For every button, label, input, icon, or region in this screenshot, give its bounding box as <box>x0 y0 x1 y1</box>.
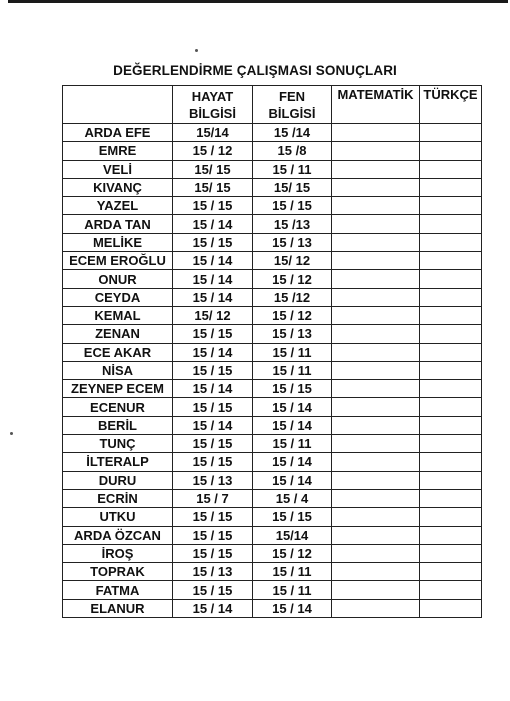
hayat-score-cell: 15/ 15 <box>173 178 253 196</box>
student-name-cell: ECENUR <box>63 398 173 416</box>
table-row <box>63 380 482 398</box>
hayat-score-cell: 15 / 14 <box>173 270 253 288</box>
student-name-cell: DURU <box>63 471 173 489</box>
fen-score-cell: 15/ 12 <box>253 252 332 270</box>
hayat-score-cell: 15 / 15 <box>173 325 253 343</box>
turkce-score-cell <box>420 361 482 379</box>
hayat-score-cell: 15 / 12 <box>173 142 253 160</box>
student-name-cell: ECEM EROĞLU <box>63 252 173 270</box>
turkce-score-cell <box>420 489 482 507</box>
turkce-score-cell <box>420 325 482 343</box>
hayat-score-cell: 15 / 15 <box>173 197 253 215</box>
table-row <box>63 343 482 361</box>
matematik-score-cell <box>332 398 420 416</box>
hayat-score-cell: 15 / 15 <box>173 233 253 251</box>
turkce-score-cell <box>420 380 482 398</box>
matematik-score-cell <box>332 160 420 178</box>
matematik-score-cell <box>332 124 420 142</box>
student-name-cell: KEMAL <box>63 306 173 324</box>
student-name-cell: TUNÇ <box>63 435 173 453</box>
hayat-score-cell: 15 / 15 <box>173 361 253 379</box>
fen-score-cell: 15 /8 <box>253 142 332 160</box>
matematik-score-cell <box>332 526 420 544</box>
student-name-cell: BERİL <box>63 416 173 434</box>
fen-score-cell: 15 / 15 <box>253 197 332 215</box>
table-row <box>63 453 482 471</box>
table-row <box>63 416 482 434</box>
student-name-cell: EMRE <box>63 142 173 160</box>
matematik-score-cell <box>332 215 420 233</box>
hayat-score-cell: 15 / 14 <box>173 252 253 270</box>
turkce-score-cell <box>420 526 482 544</box>
scan-top-edge <box>8 0 508 3</box>
table-row <box>63 435 482 453</box>
turkce-score-cell <box>420 508 482 526</box>
turkce-score-cell <box>420 435 482 453</box>
fen-score-cell: 15 / 11 <box>253 160 332 178</box>
student-name-cell: ZEYNEP ECEM <box>63 380 173 398</box>
header-turkce: TÜRKÇE <box>420 86 482 124</box>
student-name-cell: UTKU <box>63 508 173 526</box>
table-row <box>63 398 482 416</box>
turkce-score-cell <box>420 581 482 599</box>
matematik-score-cell <box>332 508 420 526</box>
matematik-score-cell <box>332 361 420 379</box>
table-row <box>63 599 482 617</box>
fen-score-cell: 15 / 14 <box>253 471 332 489</box>
turkce-score-cell <box>420 270 482 288</box>
turkce-score-cell <box>420 306 482 324</box>
scan-speck <box>195 49 198 52</box>
hayat-score-cell: 15 / 14 <box>173 343 253 361</box>
hayat-score-cell: 15 / 15 <box>173 398 253 416</box>
table-row <box>63 288 482 306</box>
matematik-score-cell <box>332 142 420 160</box>
results-table <box>62 85 482 618</box>
hayat-score-cell: 15 / 15 <box>173 526 253 544</box>
turkce-score-cell <box>420 416 482 434</box>
fen-score-cell: 15 / 12 <box>253 306 332 324</box>
matematik-score-cell <box>332 489 420 507</box>
matematik-score-cell <box>332 544 420 562</box>
fen-score-cell: 15 / 4 <box>253 489 332 507</box>
matematik-score-cell <box>332 288 420 306</box>
fen-score-cell: 15 / 14 <box>253 398 332 416</box>
table-row <box>63 306 482 324</box>
student-name-cell: ELANUR <box>63 599 173 617</box>
matematik-score-cell <box>332 252 420 270</box>
hayat-score-cell: 15/14 <box>173 124 253 142</box>
table-row <box>63 197 482 215</box>
turkce-score-cell <box>420 215 482 233</box>
table-row <box>63 325 482 343</box>
turkce-score-cell <box>420 252 482 270</box>
matematik-score-cell <box>332 325 420 343</box>
student-name-cell: KIVANÇ <box>63 178 173 196</box>
fen-score-cell: 15 / 11 <box>253 581 332 599</box>
header-fen-line1: FEN <box>279 88 305 104</box>
table-header-row <box>63 86 482 124</box>
turkce-score-cell <box>420 544 482 562</box>
hayat-score-cell: 15 / 14 <box>173 288 253 306</box>
student-name-cell: İLTERALP <box>63 453 173 471</box>
student-name-cell: TOPRAK <box>63 563 173 581</box>
turkce-score-cell <box>420 599 482 617</box>
student-name-cell: FATMA <box>63 581 173 599</box>
matematik-score-cell <box>332 306 420 324</box>
student-name-cell: ECE AKAR <box>63 343 173 361</box>
student-name-cell: ZENAN <box>63 325 173 343</box>
fen-score-cell: 15 / 15 <box>253 508 332 526</box>
fen-score-cell: 15/14 <box>253 526 332 544</box>
hayat-score-cell: 15 / 14 <box>173 416 253 434</box>
matematik-score-cell <box>332 435 420 453</box>
header-matematik: MATEMATİK <box>332 86 420 124</box>
table-row <box>63 215 482 233</box>
matematik-score-cell <box>332 599 420 617</box>
turkce-score-cell <box>420 142 482 160</box>
matematik-score-cell <box>332 581 420 599</box>
student-name-cell: ARDA TAN <box>63 215 173 233</box>
student-name-cell: VELİ <box>63 160 173 178</box>
student-name-cell: ECRİN <box>63 489 173 507</box>
hayat-score-cell: 15 / 14 <box>173 215 253 233</box>
fen-score-cell: 15 / 11 <box>253 563 332 581</box>
table-row <box>63 178 482 196</box>
matematik-score-cell <box>332 453 420 471</box>
fen-score-cell: 15 / 11 <box>253 343 332 361</box>
student-name-cell: ONUR <box>63 270 173 288</box>
hayat-score-cell: 15 / 15 <box>173 544 253 562</box>
hayat-score-cell: 15 / 13 <box>173 471 253 489</box>
matematik-score-cell <box>332 233 420 251</box>
table-row <box>63 160 482 178</box>
turkce-score-cell <box>420 160 482 178</box>
student-name-cell: NİSA <box>63 361 173 379</box>
turkce-score-cell <box>420 124 482 142</box>
fen-score-cell: 15 / 13 <box>253 233 332 251</box>
matematik-score-cell <box>332 471 420 489</box>
fen-score-cell: 15 / 15 <box>253 380 332 398</box>
fen-score-cell: 15 / 12 <box>253 544 332 562</box>
matematik-score-cell <box>332 270 420 288</box>
fen-score-cell: 15 /12 <box>253 288 332 306</box>
table-row <box>63 124 482 142</box>
turkce-score-cell <box>420 563 482 581</box>
student-name-cell: CEYDA <box>63 288 173 306</box>
table-row <box>63 563 482 581</box>
table-body <box>63 124 482 618</box>
hayat-score-cell: 15 / 14 <box>173 380 253 398</box>
turkce-score-cell <box>420 398 482 416</box>
hayat-score-cell: 15/ 15 <box>173 160 253 178</box>
matematik-score-cell <box>332 563 420 581</box>
table-row <box>63 233 482 251</box>
table-row <box>63 508 482 526</box>
header-fen-bilgisi <box>253 86 332 124</box>
turkce-score-cell <box>420 178 482 196</box>
table-row <box>63 252 482 270</box>
header-fen-line2: BİLGİSİ <box>268 105 316 121</box>
hayat-score-cell: 15/ 12 <box>173 306 253 324</box>
fen-score-cell: 15 / 14 <box>253 599 332 617</box>
student-name-cell: ARDA EFE <box>63 124 173 142</box>
hayat-score-cell: 15 / 7 <box>173 489 253 507</box>
hayat-score-cell: 15 / 15 <box>173 508 253 526</box>
hayat-score-cell: 15 / 15 <box>173 453 253 471</box>
turkce-score-cell <box>420 343 482 361</box>
turkce-score-cell <box>420 288 482 306</box>
hayat-score-cell: 15 / 15 <box>173 581 253 599</box>
header-name <box>63 86 173 124</box>
student-name-cell: İROŞ <box>63 544 173 562</box>
fen-score-cell: 15 /13 <box>253 215 332 233</box>
header-hayat-line2: BİLGİSİ <box>189 105 236 121</box>
turkce-score-cell <box>420 197 482 215</box>
table-row <box>63 544 482 562</box>
table-row <box>63 361 482 379</box>
turkce-score-cell <box>420 233 482 251</box>
table-row <box>63 142 482 160</box>
hayat-score-cell: 15 / 13 <box>173 563 253 581</box>
fen-score-cell: 15 /14 <box>253 124 332 142</box>
hayat-score-cell: 15 / 15 <box>173 435 253 453</box>
hayat-score-cell: 15 / 14 <box>173 599 253 617</box>
student-name-cell: ARDA ÖZCAN <box>63 526 173 544</box>
student-name-cell: YAZEL <box>63 197 173 215</box>
table-row <box>63 270 482 288</box>
fen-score-cell: 15 / 12 <box>253 270 332 288</box>
page-title: DEĞERLENDİRME ÇALIŞMASI SONUÇLARI <box>113 63 397 78</box>
matematik-score-cell <box>332 178 420 196</box>
turkce-score-cell <box>420 453 482 471</box>
matematik-score-cell <box>332 197 420 215</box>
student-name-cell: MELİKE <box>63 233 173 251</box>
table-row <box>63 471 482 489</box>
turkce-score-cell <box>420 471 482 489</box>
header-hayat-bilgisi <box>173 86 253 124</box>
matematik-score-cell <box>332 343 420 361</box>
header-hayat-line1: HAYAT <box>191 88 234 104</box>
fen-score-cell: 15 / 11 <box>253 435 332 453</box>
table-row <box>63 489 482 507</box>
fen-score-cell: 15 / 14 <box>253 453 332 471</box>
table-row <box>63 526 482 544</box>
fen-score-cell: 15 / 14 <box>253 416 332 434</box>
table-row <box>63 581 482 599</box>
fen-score-cell: 15 / 13 <box>253 325 332 343</box>
fen-score-cell: 15/ 15 <box>253 178 332 196</box>
matematik-score-cell <box>332 416 420 434</box>
fen-score-cell: 15 / 11 <box>253 361 332 379</box>
scan-speck <box>10 432 13 435</box>
matematik-score-cell <box>332 380 420 398</box>
